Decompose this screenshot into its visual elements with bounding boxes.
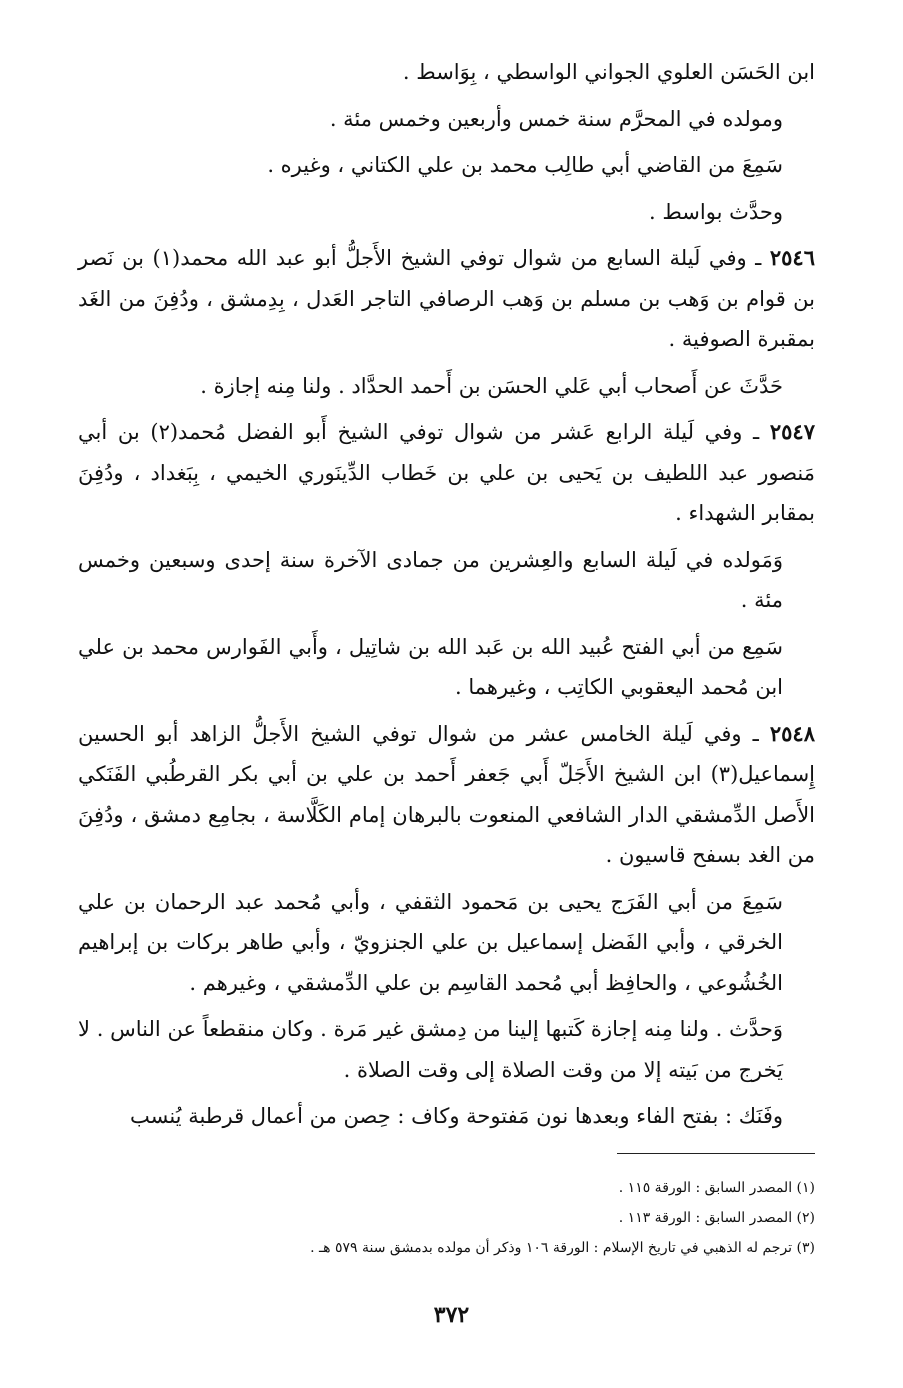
paragraph [78,145,815,186]
paragraph-text: سَمِعَ من القاضي أبي طالِب محمد بن علي الكتاني ، وغيره . [267,153,783,177]
footnote-divider [617,1153,815,1154]
paragraph [78,192,815,233]
paragraph [78,99,815,140]
paragraph [78,540,815,621]
paragraph-text: ومولده في المحرَّم سنة خمس وأربعين وخمس مئة . [329,106,783,131]
paragraph-text: وَحدَّث . ولنا مِنه إجازة كَتبها إلينا من دِمشق غير مَرة . وكان منقطعاً عن الناس . لا يَخرج من بَيته إلا من وقت الصلاة إلى وقت الصلاة . [78,1017,783,1082]
paragraph-text: سَمِع من أبي الفتح عُبيد الله بن عَبد الله بن شاتِيل ، وأَبي الفَوارس محمد بن علي ابن مُحمد اليعقوبي الكاتِب ، وغيرهما . [78,634,783,699]
paragraph-text: وحدَّث بواسط . [649,199,783,224]
page-number: ٣٧٢ [433,1302,470,1328]
footnote: (٢) المصدر السابق : الورقة ١١٣ . [618,1210,815,1226]
paragraph-text: ـ وفي لَيلة السابع من شوال توفي الشيخ الأَجلُّ أبو عبد الله محمد(١) بن نَصر بن قوام بن وَهب بن مسلم بن وَهب الرصافي التاجر العَدل ، بِدِمشق ، ودُفِنَ من الغَد بمقبرة الصوفية . [78,246,815,351]
footnotes [78,1173,815,1263]
paragraph [78,882,815,1004]
entry-paragraph [78,714,815,876]
entry-number: ٢٥٤٨ [769,720,815,746]
paragraph [78,1009,815,1090]
paragraph-text: وَمَولده في لَيلة السابع والعِشرين من جمادى الآخرة سنة إحدى وسبعين وخمس مئة . [78,547,783,612]
entry-number: ٢٥٤٦ [769,245,815,270]
footnote: (١) المصدر السابق : الورقة ١١٥ . [618,1180,815,1196]
paragraph [78,366,815,407]
footnote: (٣) ترجم له الذهبي في تاريخ الإسلام : الورقة ١٠٦ وذكر أن مولده بدمشق سنة ٥٧٩ هـ . [310,1240,815,1256]
paragraph-text: ـ وفي لَيلة الرابع عَشر من شوال توفي الشيخ أَبو الفضل مُحمد(٢) بن أبي مَنصور عبد اللطيف بن يَحيى بن علي بن خَطاب الدِّينَوري الخيمي ، بِبَغداد ، ودُفِنَ بمقابر الشهداء . [78,420,815,525]
paragraph-text: سَمِعَ من أبي الفَرَج يحيى بن مَحمود الثقفي ، وأبي مُحمد عبد الرحمان بن علي الخرقي ، وأبي الفَضل إسماعيل بن علي الجنزويّ ، وأبي طاهر بركات بن إبراهيم الخُشُوعي ، والحافِظ أبي مُحمد القاسِم بن علي الدِّمشقي ، وغيرهم . [78,889,783,995]
paragraph-text: ـ وفي لَيلة الخامس عشر من شوال توفي الشيخ الأَجلُّ الزاهد أبو الحسين إِسماعيل(٣) ابن الشيخ الأَجَلّ أَبي جَعفر أَحمد بن علي بن أبي بكر القرطُبي الفَنَكي الأَصل الدِّمشقي الدار الشافعي المنعوت بالبرهان إمام الكَلَّاسة ، بجامِع دمشق ، ودُفِنَ من الغد بسفح قاسيون . [78,721,815,867]
entry-number: ٢٥٤٧ [769,419,815,444]
entry-paragraph [78,238,815,360]
main-text [78,52,815,1137]
paragraph [78,627,815,708]
paragraph-text: وفَنَك : بفتح الفاء وبعدها نون مَفتوحة وكاف : حِصن من أعمال قرطبة يُنسب [129,1104,783,1128]
paragraph-text: ابن الحَسَن العلوي الجواني الواسطي ، بِوَاسط . [402,60,815,84]
paragraph-text: حَدَّثَ عن أَصحاب أبي عَلي الحسَن بن أَحمد الحدَّاد . ولنا مِنه إجازة . [200,373,783,398]
entry-paragraph [78,412,815,534]
paragraph [78,1096,815,1137]
paragraph [78,52,815,93]
